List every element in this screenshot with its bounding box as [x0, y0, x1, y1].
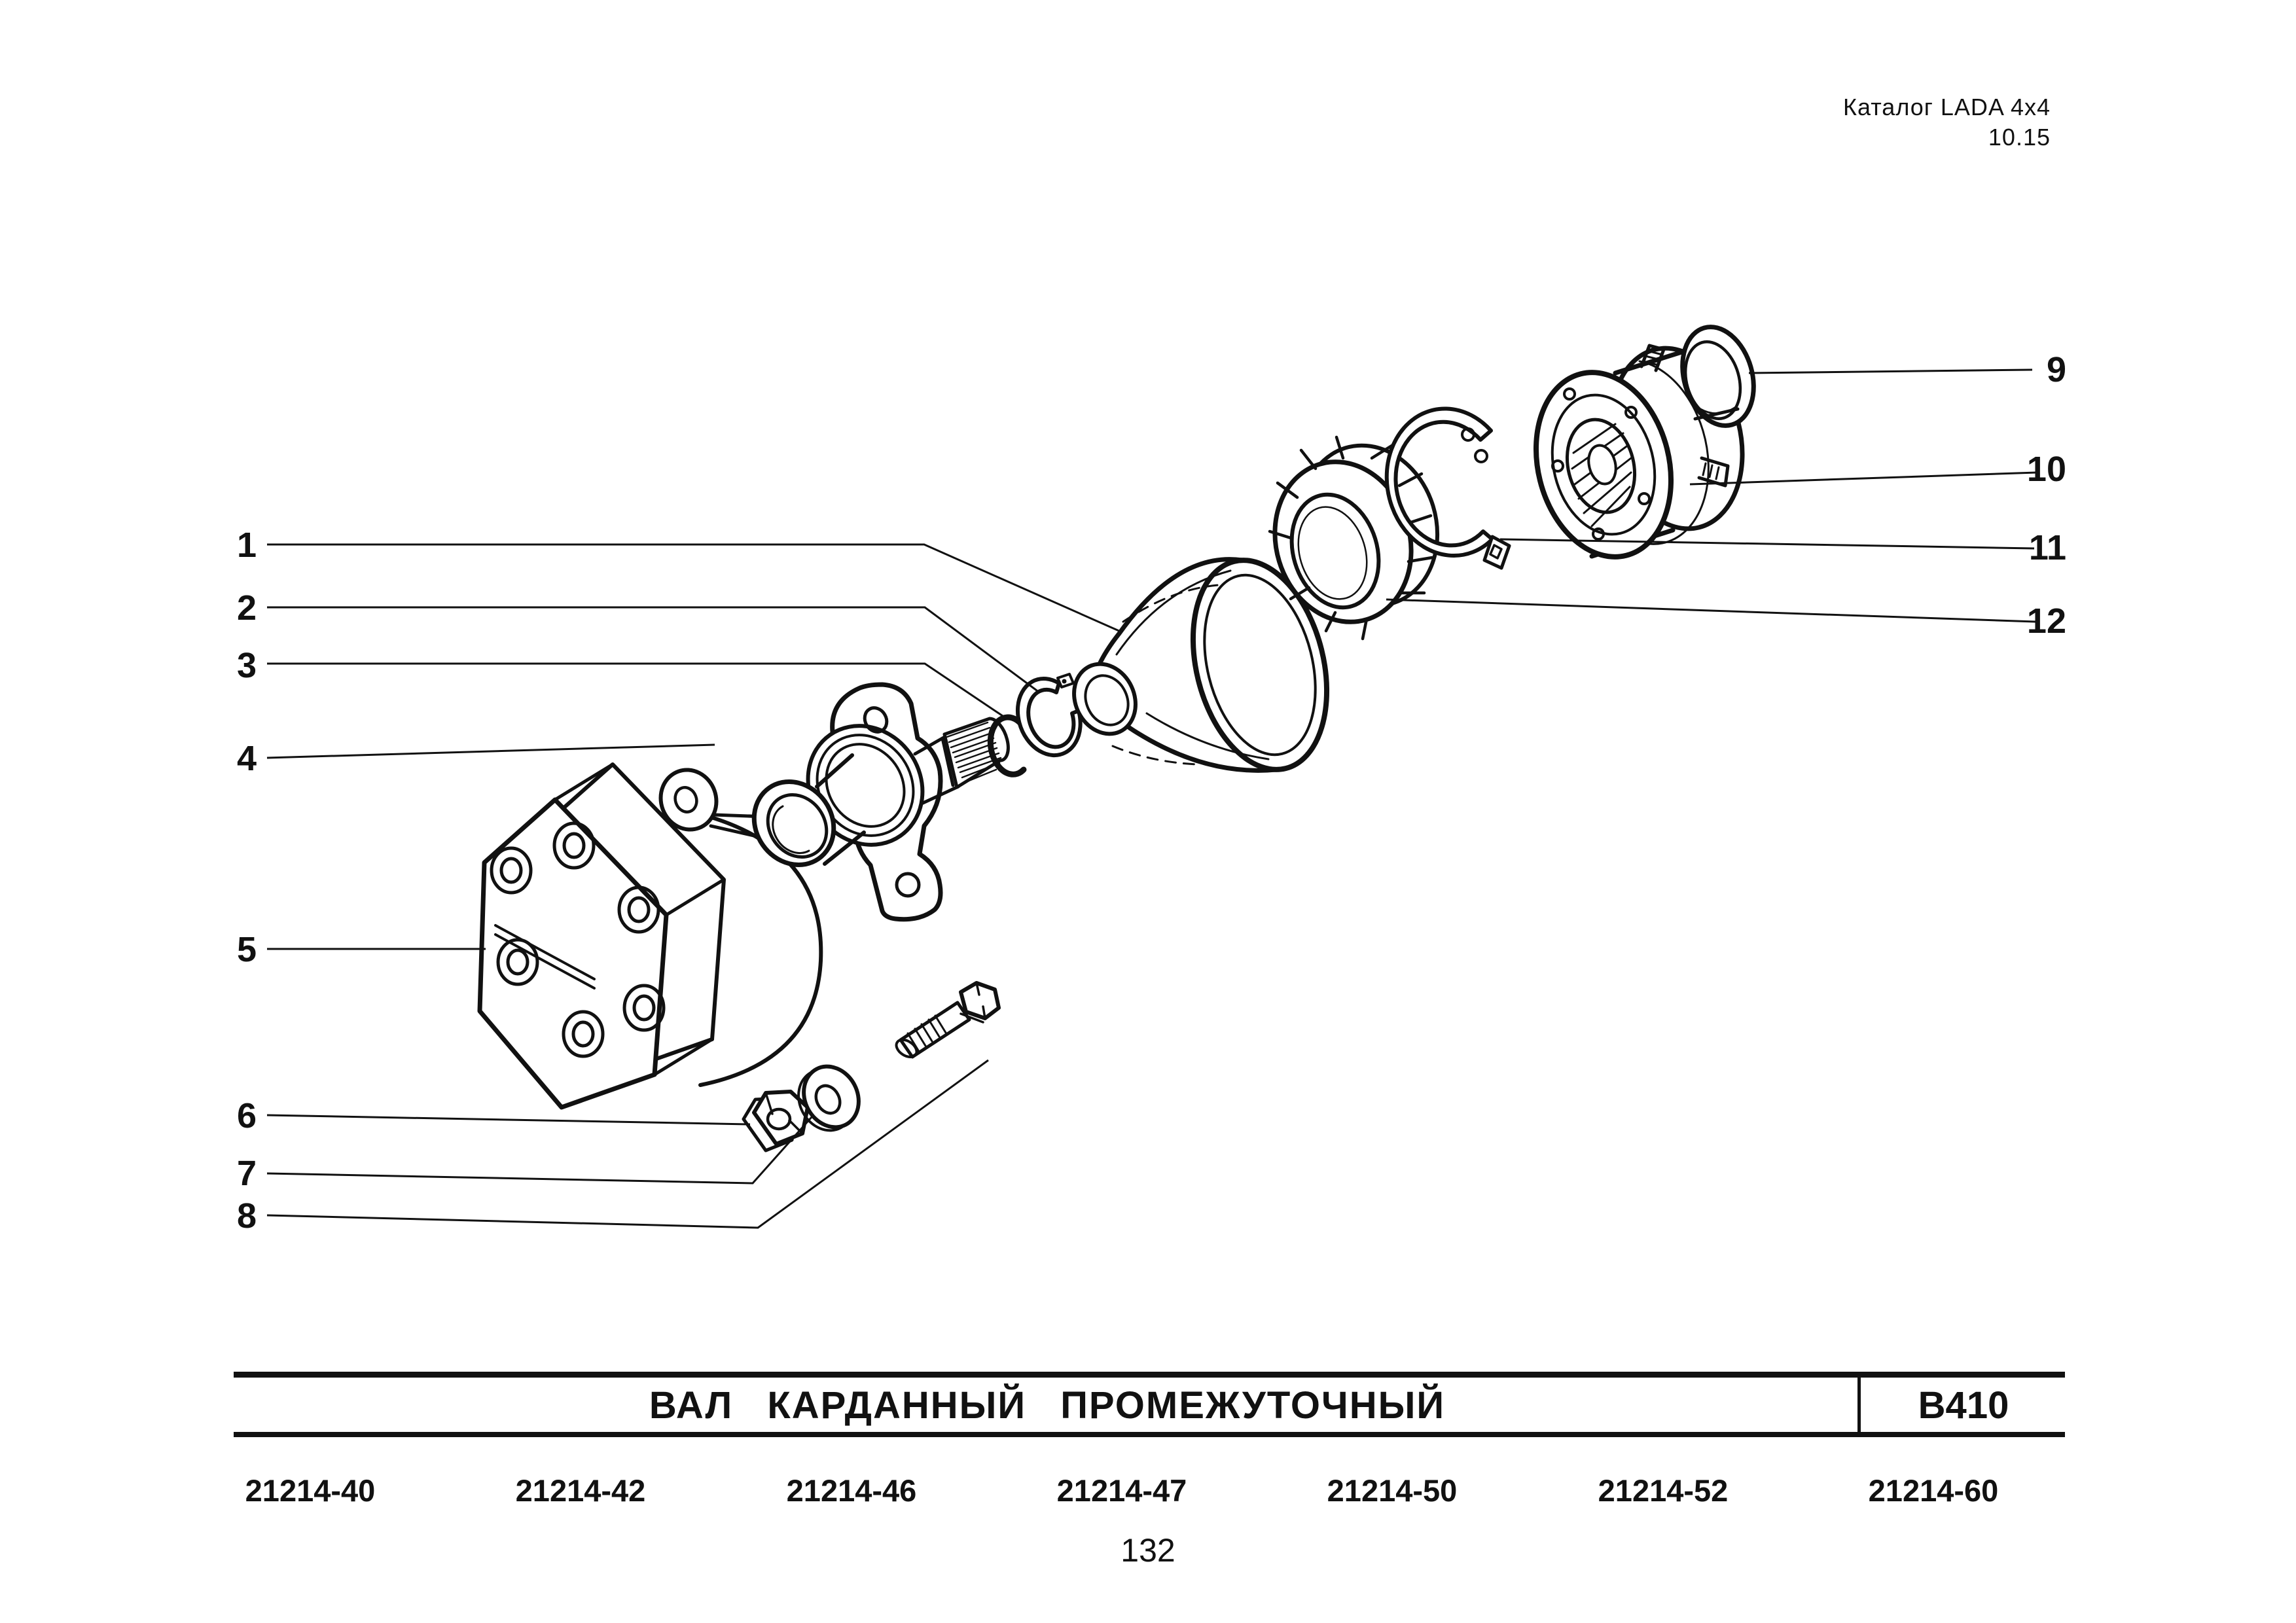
part-4-flange-yoke: [653, 685, 1009, 919]
header-catalog-label: Каталог LADA 4x4: [1843, 94, 2051, 120]
table-code: B410: [1918, 1384, 2009, 1427]
table-top-rule: [234, 1372, 2065, 1378]
leader-line-7: [267, 1117, 812, 1183]
part-number-5: 21214-50: [1327, 1473, 1458, 1508]
part-number-1: 21214-40: [245, 1473, 376, 1508]
footer-table: [234, 1372, 2065, 1437]
header-edition-label: 10.15: [1988, 124, 2051, 151]
callout-12: 12: [2026, 601, 2066, 641]
callout-8: 8: [236, 1196, 257, 1236]
callout-3: 3: [236, 646, 257, 685]
part-number-3: 21214-46: [786, 1473, 917, 1508]
callout-4: 4: [236, 739, 257, 778]
part-number-4: 21214-47: [1056, 1473, 1187, 1508]
page-header: [1843, 94, 2051, 151]
table-bottom-rule: [234, 1432, 2065, 1437]
callout-11: 11: [2028, 528, 2066, 567]
callout-1: 1: [236, 526, 257, 565]
leader-line-1: [267, 544, 1121, 632]
part-number-2: 21214-42: [515, 1473, 646, 1508]
part-number-row: [245, 1473, 1999, 1508]
leader-lines: [267, 370, 2037, 1228]
part-8-bolt: [893, 983, 999, 1060]
callout-numbers: [237, 350, 2066, 1236]
callout-5: 5: [236, 930, 257, 969]
callout-10: 10: [2026, 450, 2066, 489]
page-number: 132: [1121, 1532, 1175, 1569]
leader-line-6: [267, 1115, 750, 1124]
leader-line-4: [267, 745, 715, 758]
table-title: ВАЛ КАРДАННЫЙ ПРОМЕЖУТОЧНЫЙ: [649, 1384, 1446, 1427]
callout-2: 2: [236, 588, 257, 628]
leader-line-9: [1749, 370, 2032, 373]
part-number-7: 21214-60: [1868, 1473, 1999, 1508]
callout-6: 6: [236, 1096, 257, 1135]
table-divider: [1857, 1372, 1861, 1437]
leader-line-2: [267, 607, 1039, 692]
leader-line-12: [1386, 599, 2036, 622]
callout-9: 9: [2046, 350, 2066, 389]
part-number-6: 21214-52: [1598, 1473, 1729, 1508]
callout-7: 7: [236, 1154, 257, 1193]
